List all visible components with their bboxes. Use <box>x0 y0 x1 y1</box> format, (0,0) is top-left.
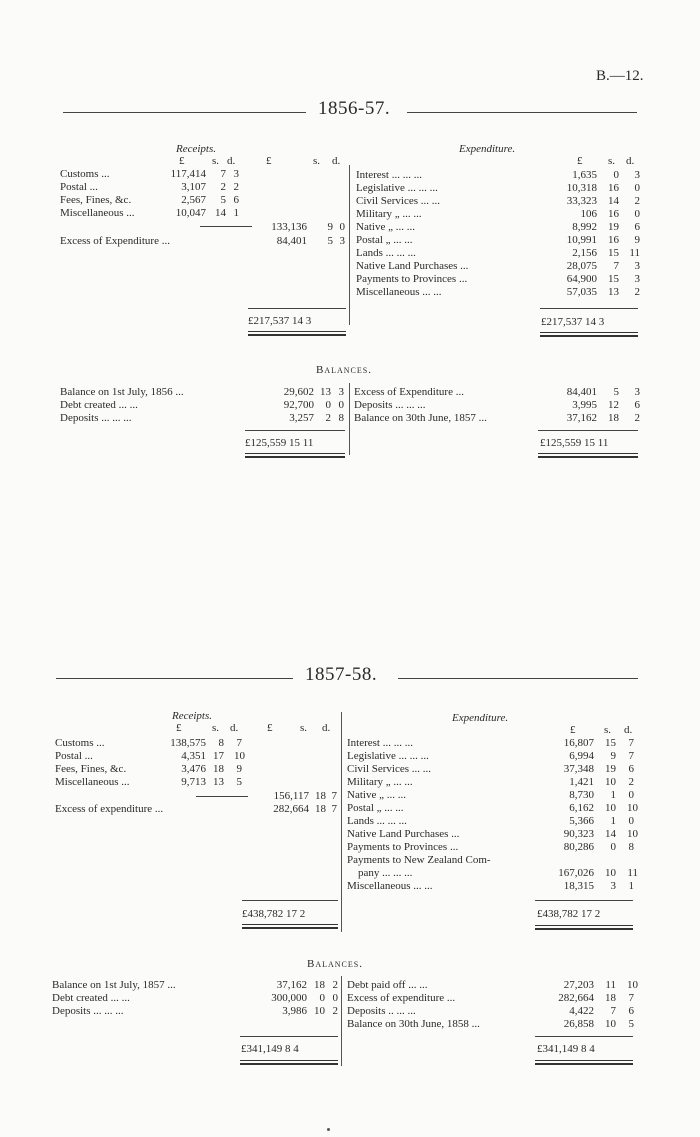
exp-col-d-2: d. <box>624 724 633 736</box>
balance-s: 18 <box>314 979 325 991</box>
balance-pounds: 282,664 <box>558 992 594 1004</box>
receipts-total-d: 0 <box>339 221 345 233</box>
receipt-label: Postal ... <box>60 181 98 193</box>
receipt-d: 5 <box>236 776 242 788</box>
balance-label: Deposits ... ... ... <box>52 1005 124 1017</box>
expenditure-label: Legislative ... ... ... <box>356 182 438 194</box>
double-rule-right <box>540 332 638 337</box>
expenditure-pounds: 2,156 <box>572 247 597 259</box>
balance-s: 10 <box>605 1018 616 1030</box>
exp-col-pound-2: £ <box>570 724 576 736</box>
col-d-total-2: d. <box>322 722 331 734</box>
expenditure-pounds: 28,075 <box>566 260 597 272</box>
balance-label: Balance on 1st July, 1856 ... <box>60 386 184 398</box>
col-pound-total-2: £ <box>267 722 273 734</box>
expenditure-s: 16 <box>608 208 619 220</box>
expenditure-d: 2 <box>634 195 640 207</box>
expenditure-label: Miscellaneous ... ... <box>347 880 433 892</box>
balance-label: Balance on 30th June, 1858 ... <box>347 1018 480 1030</box>
receipt-pounds: 138,575 <box>170 737 206 749</box>
expenditure-s: 19 <box>605 763 616 775</box>
grand-total-left: £217,537 14 3 <box>248 315 312 327</box>
expenditure-s: 9 <box>610 750 616 762</box>
receipt-pounds: 10,047 <box>175 207 206 219</box>
column-divider <box>349 165 350 325</box>
expenditure-d: 3 <box>634 273 640 285</box>
expenditure-label: Military „ ... ... <box>356 208 422 220</box>
receipts-total-s-2: 18 <box>315 790 326 802</box>
expenditure-label: Military „ ... ... <box>347 776 413 788</box>
expenditure-pounds: 6,994 <box>569 750 594 762</box>
balance-d: 2 <box>332 1005 338 1017</box>
col-shillings-total: s. <box>313 155 321 167</box>
exp-col-pound: £ <box>577 155 583 167</box>
expenditure-label: Civil Services ... ... <box>347 763 432 775</box>
receipt-s: 7 <box>220 168 226 180</box>
receipt-label: Fees, Fines, &c. <box>60 194 132 206</box>
col-pence: d. <box>227 155 236 167</box>
page-mark-dot <box>327 1128 330 1131</box>
expenditure-d: 3 <box>634 260 640 272</box>
expenditure-pounds: 8,730 <box>569 789 594 801</box>
exp-col-s-2: s. <box>604 724 612 736</box>
balance-label: Debt paid off ... ... <box>347 979 428 991</box>
bal-total-right-2: £341,149 8 4 <box>537 1043 595 1055</box>
expenditure-d: 10 <box>627 828 638 840</box>
bal-double-rule-left <box>245 453 345 458</box>
balance-d: 2 <box>332 979 338 991</box>
col-pound-2: £ <box>176 722 182 734</box>
receipt-d: 3 <box>233 168 239 180</box>
expenditure-pounds: 16,807 <box>563 737 594 749</box>
balance-d: 3 <box>634 386 640 398</box>
total-rule-left-2 <box>242 900 338 901</box>
bal-double-rule-right <box>538 453 638 458</box>
col-pence-total: d. <box>332 155 341 167</box>
year-rule-left-2 <box>56 678 293 679</box>
expenditure-d: 7 <box>628 750 634 762</box>
receipt-d: 2 <box>233 181 239 193</box>
balance-pounds: 84,401 <box>566 386 597 398</box>
balance-label: Debt created ... ... <box>52 992 130 1004</box>
expenditure-s: 16 <box>608 182 619 194</box>
balance-pounds: 37,162 <box>566 412 597 424</box>
expenditure-label: Payments to Provinces ... <box>347 841 459 853</box>
expenditure-d: 2 <box>628 776 634 788</box>
double-rule-left-2 <box>242 924 338 929</box>
grand-total-right-2: £438,782 17 2 <box>537 908 601 920</box>
receipt-pounds: 3,476 <box>181 763 206 775</box>
balance-pounds: 92,700 <box>283 399 314 411</box>
expenditure-label: Native Land Purchases ... <box>356 260 469 272</box>
balance-label: Debt created ... ... <box>60 399 138 411</box>
expenditure-s: 15 <box>608 247 619 259</box>
expenditure-d: 11 <box>627 867 638 879</box>
expenditure-pounds: 18,315 <box>563 880 594 892</box>
bal-total-rule-left-2 <box>240 1036 338 1037</box>
excess-d: 3 <box>339 235 345 247</box>
balance-d: 6 <box>634 399 640 411</box>
exp-col-s: s. <box>608 155 616 167</box>
expenditure-s: 15 <box>608 273 619 285</box>
balance-label: Excess of expenditure ... <box>347 992 456 1004</box>
expenditure-pounds: 33,323 <box>566 195 597 207</box>
balance-d: 8 <box>338 412 344 424</box>
bal-total-rule-right <box>538 430 638 431</box>
balance-pounds: 26,858 <box>563 1018 594 1030</box>
excess-pounds: 84,401 <box>276 235 307 247</box>
col-s-total-2: s. <box>300 722 308 734</box>
bal-total-left-2: £341,149 8 4 <box>241 1043 299 1055</box>
expenditure-pounds: 64,900 <box>566 273 597 285</box>
expenditure-label: Civil Services ... ... <box>356 195 441 207</box>
page-reference: B.—12. <box>596 68 644 84</box>
expenditure-label: Payments to New Zealand Com- <box>347 854 491 866</box>
col-pound-total: £ <box>266 155 272 167</box>
expenditure-pounds: 10,991 <box>566 234 597 246</box>
receipt-label: Miscellaneous ... <box>60 207 135 219</box>
excess-s: 5 <box>327 235 333 247</box>
receipts-subtotal-rule-2 <box>196 796 248 797</box>
expenditure-label: Native Land Purchases ... <box>347 828 460 840</box>
balance-s: 13 <box>320 386 331 398</box>
expenditure-s: 14 <box>605 828 616 840</box>
bal-double-rule-right-2 <box>535 1060 633 1065</box>
expenditure-pounds: 8,992 <box>572 221 597 233</box>
expenditure-d: 6 <box>628 763 634 775</box>
expenditure-label: Native „ ... ... <box>356 221 415 233</box>
expenditure-s: 7 <box>613 260 619 272</box>
excess-s-2: 18 <box>315 803 326 815</box>
expenditure-s: 19 <box>608 221 619 233</box>
expenditure-d: 0 <box>628 789 634 801</box>
balance-d: 7 <box>628 992 634 1004</box>
receipt-pounds: 2,567 <box>181 194 206 206</box>
receipt-s: 13 <box>213 776 224 788</box>
bal-total-right: £125,559 15 11 <box>540 437 609 449</box>
expenditure-label: Native „ ... ... <box>347 789 406 801</box>
exp-col-d: d. <box>626 155 635 167</box>
excess-pounds-2: 282,664 <box>273 803 309 815</box>
balance-s: 18 <box>605 992 616 1004</box>
receipts-total-s: 9 <box>327 221 333 233</box>
expenditure-d: 0 <box>628 815 634 827</box>
receipt-pounds: 4,351 <box>181 750 206 762</box>
excess-label: Excess of Expenditure ... <box>60 235 170 247</box>
double-rule-right-2 <box>535 925 633 930</box>
balance-d: 10 <box>627 979 638 991</box>
expenditure-pounds: 1,635 <box>572 169 597 181</box>
receipt-d: 7 <box>236 737 242 749</box>
balance-label: Deposits .. ... ... <box>347 1005 416 1017</box>
expenditure-label: Miscellaneous ... ... <box>356 286 442 298</box>
col-d-2: d. <box>230 722 239 734</box>
balances-title: Balances. <box>316 364 372 376</box>
total-rule-left <box>248 308 346 309</box>
year-heading-1856: 1856-57. <box>318 98 391 119</box>
expenditure-d: 8 <box>628 841 634 853</box>
balance-d: 0 <box>332 992 338 1004</box>
expenditure-s: 1 <box>610 789 616 801</box>
expenditure-pounds: 6,162 <box>569 802 594 814</box>
balance-label: Deposits ... ... ... <box>354 399 426 411</box>
balance-label: Balance on 1st July, 1857 ... <box>52 979 176 991</box>
receipts-total-pounds-2: 156,117 <box>273 790 309 802</box>
expenditure-s: 0 <box>610 841 616 853</box>
expenditure-pounds: 57,035 <box>566 286 597 298</box>
receipt-d: 1 <box>233 207 239 219</box>
total-rule-right-2 <box>535 900 633 901</box>
balance-s: 11 <box>605 979 616 991</box>
balances-title-2: Balances. <box>307 958 363 970</box>
expenditure-d: 11 <box>629 247 640 259</box>
receipt-s: 18 <box>213 763 224 775</box>
excess-label-2: Excess of expenditure ... <box>55 803 164 815</box>
year-rule-left <box>63 112 306 113</box>
balance-s: 2 <box>325 412 331 424</box>
balance-s: 0 <box>319 992 325 1004</box>
expenditure-s: 13 <box>608 286 619 298</box>
expenditure-s: 15 <box>605 737 616 749</box>
balance-pounds: 4,422 <box>569 1005 594 1017</box>
expenditure-label: Lands ... ... ... <box>356 247 416 259</box>
expenditure-label: Lands ... ... ... <box>347 815 407 827</box>
receipt-pounds: 3,107 <box>181 181 206 193</box>
expenditure-pounds: 10,318 <box>566 182 597 194</box>
receipt-d: 10 <box>234 750 245 762</box>
expenditure-title-2: Expenditure. <box>452 712 509 724</box>
column-divider-2 <box>341 712 342 932</box>
expenditure-s: 0 <box>613 169 619 181</box>
expenditure-d: 10 <box>627 802 638 814</box>
expenditure-pounds: 167,026 <box>558 867 594 879</box>
balance-pounds: 3,986 <box>282 1005 307 1017</box>
expenditure-s: 10 <box>605 802 616 814</box>
expenditure-s: 10 <box>605 776 616 788</box>
receipt-d: 9 <box>236 763 242 775</box>
expenditure-d: 0 <box>634 182 640 194</box>
expenditure-d: 3 <box>634 169 640 181</box>
expenditure-pounds: 80,286 <box>563 841 594 853</box>
expenditure-d: 1 <box>628 880 634 892</box>
receipt-s: 2 <box>220 181 226 193</box>
expenditure-pounds: 90,323 <box>563 828 594 840</box>
expenditure-s: 16 <box>608 234 619 246</box>
expenditure-label: Postal „ ... ... <box>347 802 404 814</box>
receipts-total-pounds: 133,136 <box>271 221 307 233</box>
bal-total-rule-left <box>245 430 345 431</box>
col-pound: £ <box>179 155 185 167</box>
expenditure-pounds: 5,366 <box>569 815 594 827</box>
receipt-s: 17 <box>213 750 224 762</box>
receipts-subtotal-rule <box>200 226 252 227</box>
expenditure-d: 0 <box>634 208 640 220</box>
receipt-d: 6 <box>233 194 239 206</box>
receipt-label: Customs ... <box>55 737 105 749</box>
expenditure-title: Expenditure. <box>459 143 516 155</box>
expenditure-d: 2 <box>634 286 640 298</box>
receipt-label: Customs ... <box>60 168 110 180</box>
balance-d: 3 <box>338 386 344 398</box>
balance-s: 18 <box>608 412 619 424</box>
balance-d: 6 <box>628 1005 634 1017</box>
balance-d: 2 <box>634 412 640 424</box>
receipts-total-d-2: 7 <box>331 790 337 802</box>
excess-d-2: 7 <box>331 803 337 815</box>
balance-pounds: 29,602 <box>283 386 314 398</box>
year-heading-1857: 1857-58. <box>305 664 378 685</box>
receipt-label: Fees, Fines, &c. <box>55 763 127 775</box>
bal-total-left: £125,559 15 11 <box>245 437 314 449</box>
receipt-s: 8 <box>218 737 224 749</box>
expenditure-pounds: 1,421 <box>569 776 594 788</box>
balance-pounds: 37,162 <box>276 979 307 991</box>
balance-s: 7 <box>610 1005 616 1017</box>
receipt-label: Postal ... <box>55 750 93 762</box>
balance-pounds: 27,203 <box>563 979 594 991</box>
bal-double-rule-left-2 <box>240 1060 338 1065</box>
receipt-s: 5 <box>220 194 226 206</box>
balances-divider-2 <box>341 976 342 1066</box>
expenditure-label: Interest ... ... ... <box>356 169 422 181</box>
expenditure-label: pany ... ... ... <box>358 867 413 879</box>
expenditure-d: 9 <box>634 234 640 246</box>
total-rule-right <box>540 308 638 309</box>
expenditure-pounds: 37,348 <box>563 763 594 775</box>
expenditure-label: Payments to Provinces ... <box>356 273 468 285</box>
receipts-title: Receipts. <box>176 143 217 155</box>
balance-pounds: 300,000 <box>271 992 307 1004</box>
balance-label: Excess of Expenditure ... <box>354 386 464 398</box>
balance-s: 10 <box>314 1005 325 1017</box>
balance-d: 0 <box>338 399 344 411</box>
balance-label: Deposits ... ... ... <box>60 412 132 424</box>
expenditure-s: 1 <box>610 815 616 827</box>
expenditure-label: Interest ... ... ... <box>347 737 413 749</box>
balance-pounds: 3,257 <box>289 412 314 424</box>
expenditure-d: 6 <box>634 221 640 233</box>
double-rule-left <box>248 331 346 336</box>
expenditure-label: Legislative ... ... ... <box>347 750 429 762</box>
expenditure-s: 14 <box>608 195 619 207</box>
expenditure-d: 7 <box>628 737 634 749</box>
receipt-label: Miscellaneous ... <box>55 776 130 788</box>
balance-label: Balance on 30th June, 1857 ... <box>354 412 487 424</box>
col-shillings: s. <box>212 155 220 167</box>
balance-d: 5 <box>628 1018 634 1030</box>
receipts-title-2: Receipts. <box>172 710 213 722</box>
receipt-pounds: 117,414 <box>170 168 206 180</box>
expenditure-s: 10 <box>605 867 616 879</box>
bal-total-rule-right-2 <box>535 1036 633 1037</box>
balance-pounds: 3,995 <box>572 399 597 411</box>
grand-total-right: £217,537 14 3 <box>541 316 605 328</box>
receipt-s: 14 <box>215 207 226 219</box>
grand-total-left-2: £438,782 17 2 <box>242 908 306 920</box>
balance-s: 0 <box>325 399 331 411</box>
balances-divider <box>349 383 350 455</box>
year-rule-right-2 <box>398 678 638 679</box>
expenditure-s: 3 <box>610 880 616 892</box>
expenditure-pounds: 106 <box>580 208 597 220</box>
balance-s: 5 <box>613 386 619 398</box>
balance-s: 12 <box>608 399 619 411</box>
receipt-pounds: 9,713 <box>181 776 206 788</box>
year-rule-right <box>407 112 637 113</box>
col-s-2: s. <box>212 722 220 734</box>
expenditure-label: Postal „ ... ... <box>356 234 413 246</box>
